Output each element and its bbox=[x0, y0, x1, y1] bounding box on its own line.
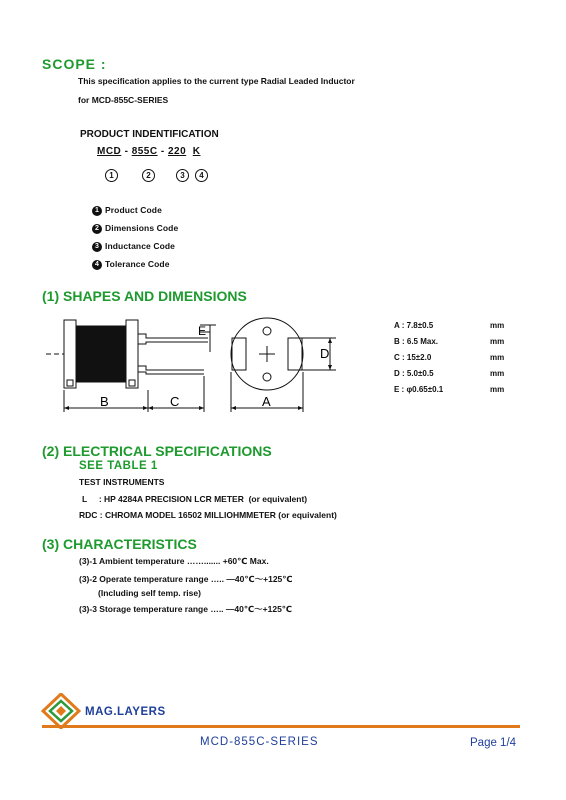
dim-label-a: A bbox=[262, 394, 271, 409]
product-id-title: PRODUCT INDENTIFICATION bbox=[80, 129, 219, 140]
code-number-2: 2 bbox=[142, 165, 155, 183]
code-number-1: 1 bbox=[105, 165, 118, 183]
legend-number-4: 4 bbox=[92, 260, 102, 270]
footer-rule bbox=[42, 725, 520, 728]
shapes-heading: (1) SHAPES AND DIMENSIONS bbox=[42, 288, 247, 304]
code-part-mcd: MCD bbox=[97, 146, 122, 157]
test-instruments-title: TEST INSTRUMENTS bbox=[79, 477, 165, 487]
legend-item-4: 4 Tolerance Code bbox=[92, 259, 170, 270]
code-part-220: 220 bbox=[168, 146, 187, 157]
code-part-855c: 855C bbox=[131, 146, 158, 157]
rdc-meter-line: RDC : CHROMA MODEL 16502 MILLIOHMMETER (or equivalent) bbox=[79, 510, 337, 520]
l-meter-line: L : HP 4284A PRECISION LCR METER (or equivalent) bbox=[82, 494, 308, 504]
page-number: Page 1/4 bbox=[470, 737, 517, 749]
dim-row-d: D : 5.0±0.5 mm bbox=[394, 369, 505, 378]
dim-label-c: C bbox=[170, 394, 180, 409]
dim-row-c: C : 15±2.0 mm bbox=[394, 353, 505, 362]
legend-item-2: 2 Dimensions Code bbox=[92, 223, 178, 234]
legend-item-3: 3 Inductance Code bbox=[92, 241, 175, 252]
legend-number-1: 1 bbox=[92, 206, 102, 216]
code-sep-1: - bbox=[124, 146, 129, 157]
char-item-1: (3)-1 Ambient temperature ……....... +60℃ Max. bbox=[79, 556, 269, 566]
legend-number-3: 3 bbox=[92, 242, 102, 252]
dim-row-a: A : 7.8±0.5 mm bbox=[394, 321, 505, 330]
dim-label-d: D bbox=[320, 346, 330, 361]
legend-item-1: 1 Product Code bbox=[92, 205, 162, 216]
product-code-line bbox=[97, 146, 200, 157]
code-number-4: 4 bbox=[195, 165, 208, 183]
char-item-3: (3)-3 Storage temperature range ….. —40℃～+125℃ bbox=[79, 604, 293, 614]
legend-number-2: 2 bbox=[92, 224, 102, 234]
electrical-heading: (2) ELECTRICAL SPECIFICATIONS bbox=[42, 443, 272, 459]
dimension-table bbox=[394, 321, 514, 401]
maglayers-logo bbox=[41, 693, 81, 729]
dim-label-e: E bbox=[198, 324, 207, 338]
scope-heading: SCOPE : bbox=[42, 56, 107, 72]
footer-series: MCD-855C-SERIES bbox=[200, 736, 319, 748]
dim-row-b: B : 6.5 Max. mm bbox=[394, 337, 505, 346]
dim-row-e: E : φ0.65±0.1 mm bbox=[394, 385, 505, 394]
code-sep-2: - bbox=[160, 146, 165, 157]
scope-line-2: for MCD-855C-SERIES bbox=[78, 95, 169, 105]
brand-name: MAG.LAYERS bbox=[85, 706, 166, 718]
see-table-label: SEE TABLE 1 bbox=[79, 460, 158, 472]
dimension-drawing bbox=[40, 312, 370, 417]
dim-label-b: B bbox=[100, 394, 109, 409]
char-item-2-note: (Including self temp. rise) bbox=[98, 588, 201, 598]
scope-line-1: This specification applies to the current type Radial Leaded Inductor bbox=[78, 76, 355, 86]
char-item-2: (3)-2 Operate temperature range ….. —40℃～+125℃ bbox=[79, 574, 293, 584]
code-number-3: 3 bbox=[176, 165, 189, 183]
code-part-k: K bbox=[192, 146, 201, 157]
characteristics-heading: (3) CHARACTERISTICS bbox=[42, 536, 197, 552]
